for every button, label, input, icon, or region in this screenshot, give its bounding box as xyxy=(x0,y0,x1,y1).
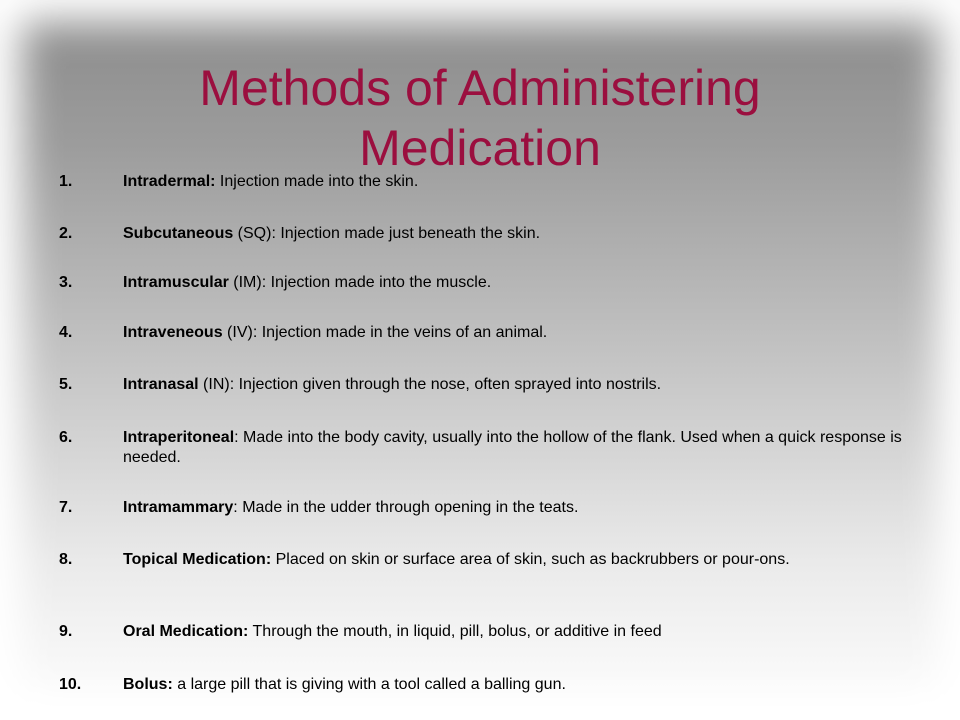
item-abbreviation: : xyxy=(233,499,238,516)
item-term: Topical Medication: xyxy=(123,551,272,568)
item-term: Intranasal xyxy=(123,376,199,393)
item-description: Injection given through the nose, often sprayed into nostrils. xyxy=(238,376,662,393)
item-number: 7. xyxy=(59,499,73,516)
slide-title-line-1: Methods of Administering xyxy=(199,60,761,116)
item-text xyxy=(123,224,913,244)
item-text xyxy=(123,273,913,293)
item-term: Intraperitoneal xyxy=(123,429,235,446)
item-text xyxy=(123,375,913,395)
item-description: Made in the udder through opening in the teats. xyxy=(242,499,579,516)
item-abbreviation: (IM): xyxy=(228,274,267,291)
item-text xyxy=(123,622,913,642)
item-number: 8. xyxy=(59,551,73,568)
item-description: Made into the body cavity, usually into the hollow of the flank. Used when a quick response is needed. xyxy=(123,429,902,466)
item-term: Intramuscular xyxy=(123,274,229,291)
item-term: Subcutaneous xyxy=(123,225,234,242)
item-text xyxy=(123,498,913,518)
item-description: a large pill that is giving with a tool called a balling gun. xyxy=(177,676,566,693)
item-abbreviation: : xyxy=(234,429,239,446)
item-number: 2. xyxy=(59,225,73,242)
item-number: 5. xyxy=(59,376,73,393)
item-number: 1. xyxy=(59,173,73,190)
item-description: Through the mouth, in liquid, pill, bolus, or additive in feed xyxy=(252,623,662,640)
item-term: Intradermal: xyxy=(123,173,216,190)
slide-title-line-2: Medication xyxy=(359,120,601,176)
item-text xyxy=(123,550,913,570)
item-number: 4. xyxy=(59,324,73,341)
item-description: Placed on skin or surface area of skin, such as backrubbers or pour-ons. xyxy=(275,551,790,568)
item-term: Intramammary xyxy=(123,499,234,516)
item-term: Bolus: xyxy=(123,676,173,693)
item-description: Injection made just beneath the skin. xyxy=(280,225,541,242)
item-abbreviation: (SQ): xyxy=(233,225,276,242)
item-description: Injection made into the muscle. xyxy=(270,274,492,291)
item-text xyxy=(123,323,913,343)
slide-title xyxy=(100,58,860,178)
item-abbreviation: (IV): xyxy=(222,324,258,341)
item-text xyxy=(123,675,913,695)
item-number: 3. xyxy=(59,274,73,291)
item-number: 10. xyxy=(59,676,82,693)
item-description: Injection made in the veins of an animal. xyxy=(261,324,548,341)
item-text xyxy=(123,172,913,192)
item-number: 9. xyxy=(59,623,73,640)
item-description: Injection made into the skin. xyxy=(219,173,419,190)
item-number: 6. xyxy=(59,429,73,446)
item-abbreviation: (IN): xyxy=(198,376,235,393)
item-term: Oral Medication: xyxy=(123,623,249,640)
item-term: Intraveneous xyxy=(123,324,223,341)
item-text xyxy=(123,428,913,468)
